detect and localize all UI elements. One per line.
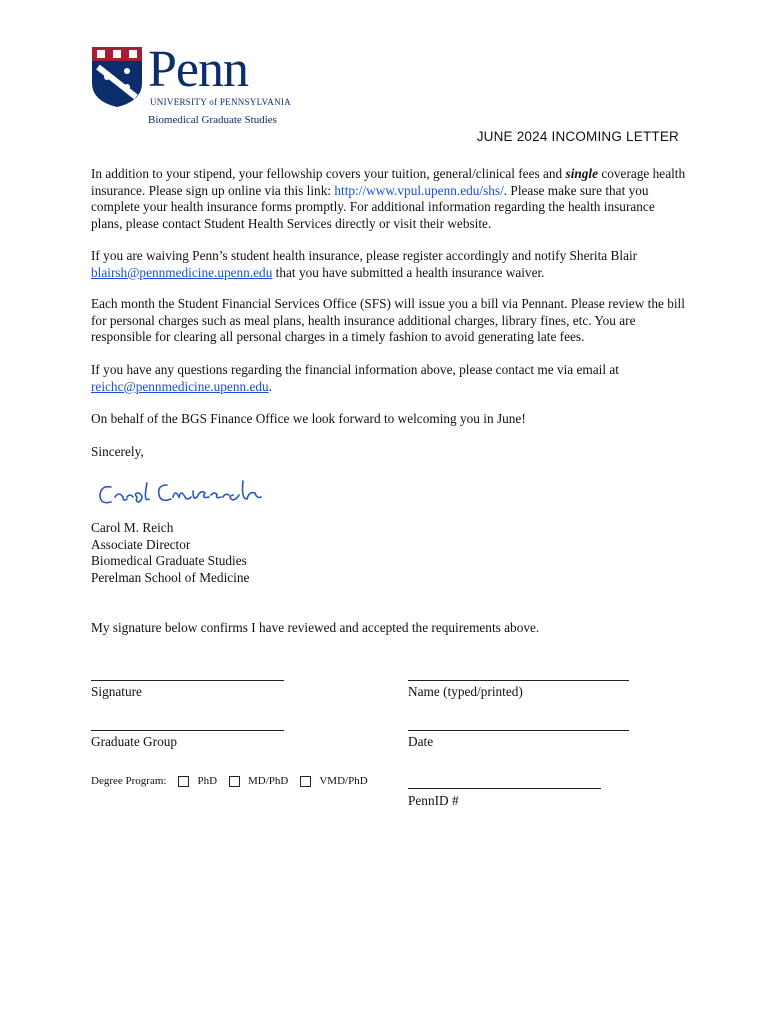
name-label: Name (typed/printed) (408, 684, 523, 699)
vmdphd-label: VMD/PhD (319, 775, 368, 787)
graduate-group-label: Graduate Group (91, 734, 178, 749)
shs-link[interactable]: http://www.vpul.upenn.edu/shs/ (334, 182, 504, 198)
reich-email-link[interactable]: reichc@pennmedicine.upenn.edu (91, 378, 269, 394)
paragraph-insurance: In addition to your stipend, your fellowship covers your tuition, general/clinical fees and single coverage health insurance. Please sign up online via this link: http://www.vpul.upenn.edu/shs/. Please make sure that you complete your health insurance forms promptly. For additional information regarding the health insurance plans, please contact Student Health Services directly or visit their website. (91, 166, 686, 231)
signature-label: Signature (91, 684, 142, 699)
handwritten-signature (97, 475, 282, 509)
signer-dept: Biomedical Graduate Studies (91, 553, 247, 568)
name-field[interactable] (408, 680, 629, 681)
mdphd-checkbox[interactable] (229, 776, 240, 787)
logo-university: UNIVERSITY of PENNSYLVANIA (150, 97, 291, 107)
vmdphd-checkbox[interactable] (300, 776, 311, 787)
date-label: Date (408, 734, 434, 749)
graduate-group-field[interactable] (91, 730, 284, 731)
blair-email-link[interactable]: blairsh@pennmedicine.upenn.edu (91, 264, 273, 280)
paragraph-welcome: On behalf of the BGS Finance Office we look forward to welcoming you in June! (91, 411, 526, 426)
confirmation-statement: My signature below confirms I have reviewed and accepted the requirements above. (91, 620, 540, 635)
letter-heading: JUNE 2024 INCOMING LETTER (476, 129, 679, 144)
mdphd-label: MD/PhD (248, 775, 289, 787)
phd-label: PhD (197, 775, 218, 787)
logo-wordmark: Penn (148, 41, 248, 98)
degree-program (91, 775, 368, 787)
paragraph-questions: If you have any questions regarding the financial information above, please contact me via email at reichc@pennmedicine.upenn.edu. (91, 362, 619, 394)
signer-title: Associate Director (91, 537, 191, 552)
pennid-label: PennID # (408, 793, 459, 808)
paragraph-billing: Each month the Student Financial Services Office (SFS) will issue you a bill via Pennant. Please review the bill for personal charges such as meal plans, health insurance additional charges, library fines, etc. You are responsible for clearing all personal charges in a timely fashion to avoid generating late fees. (91, 296, 685, 345)
pennid-field[interactable] (408, 788, 601, 789)
signer-school: Perelman School of Medicine (91, 570, 250, 585)
logo-subtitle: Biomedical Graduate Studies (148, 114, 277, 126)
penn-shield-logo (92, 47, 142, 107)
phd-checkbox[interactable] (178, 776, 189, 787)
degree-program-label: Degree Program: (91, 775, 167, 787)
closing: Sincerely, (91, 444, 144, 459)
signer-name: Carol M. Reich (91, 520, 174, 535)
paragraph-waiver: If you are waiving Penn’s student health insurance, please register accordingly and notify Sherita Blair blairsh@pennmedicine.upenn.edu that you have submitted a health insurance waiver. (91, 248, 638, 280)
signature-field[interactable] (91, 680, 284, 681)
date-field[interactable] (408, 730, 629, 731)
